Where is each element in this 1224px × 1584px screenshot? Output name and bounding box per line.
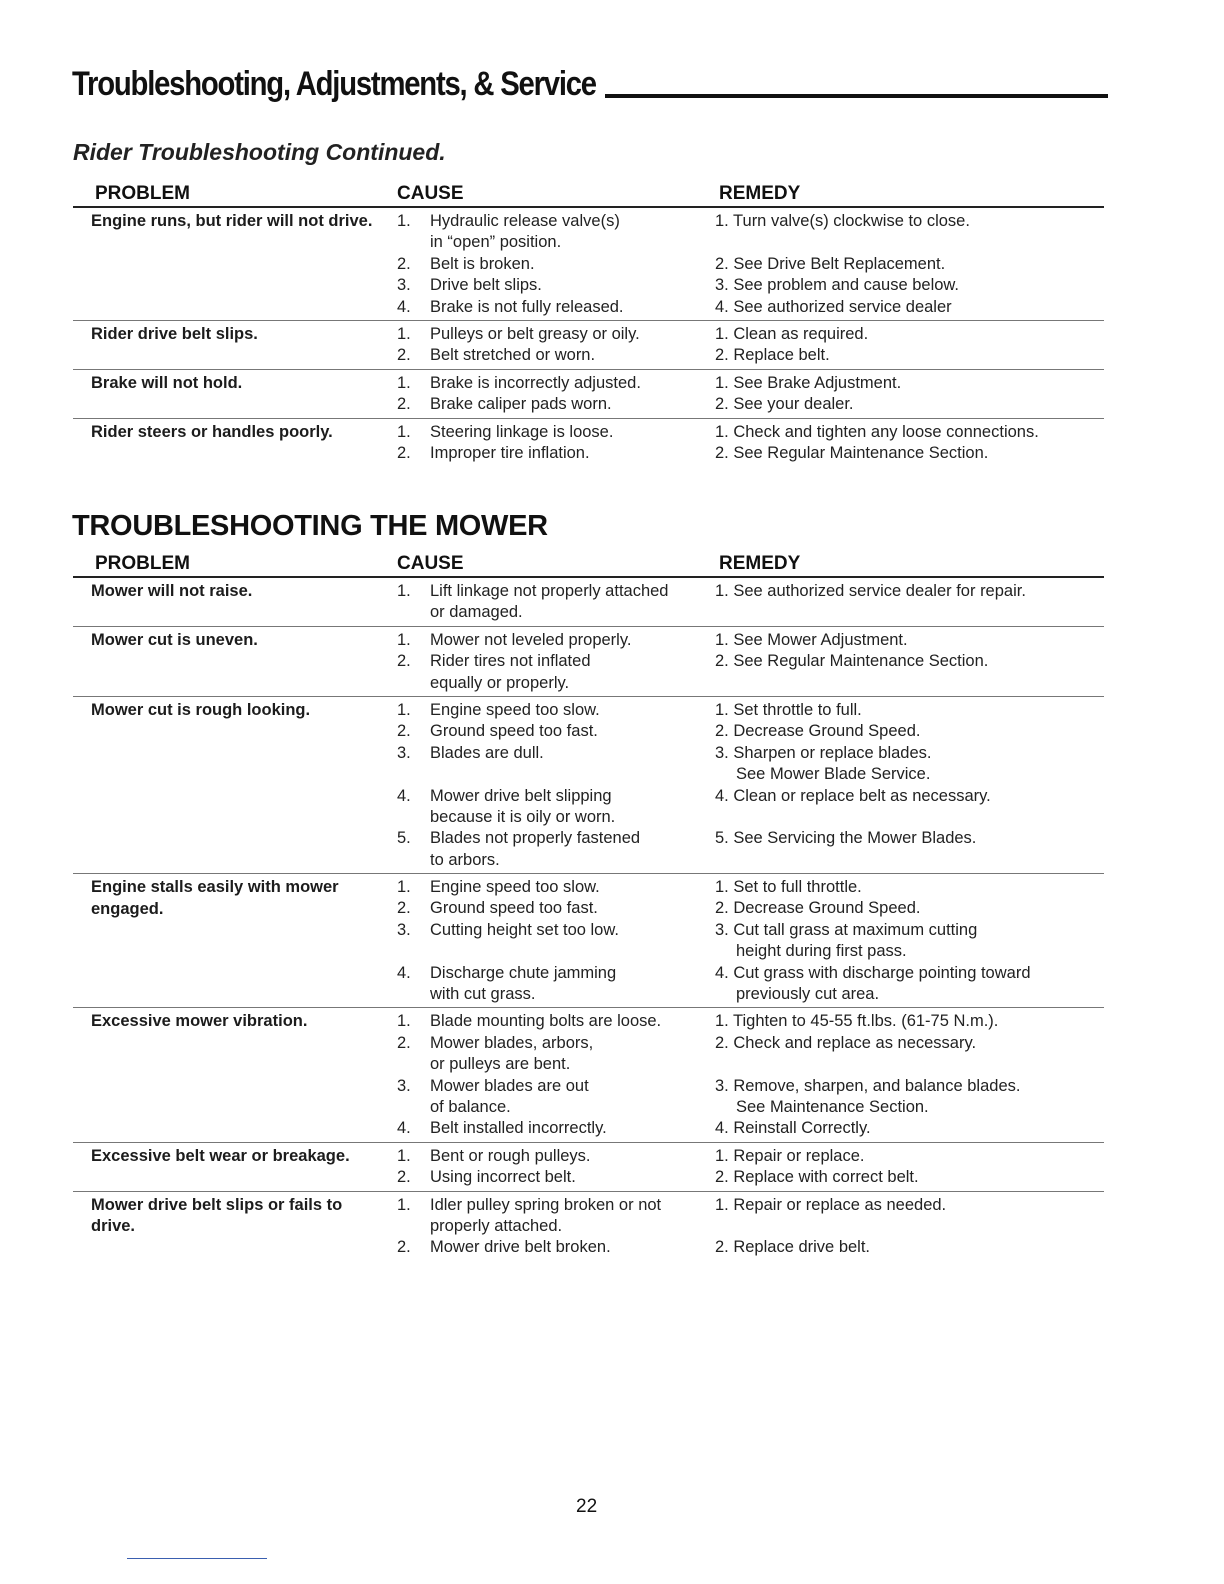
cause-text: Mower blades, arbors, (430, 1033, 594, 1052)
cause-remedy-line (73, 673, 1104, 694)
remedy-text: 2. Replace with correct belt. (715, 1168, 919, 1187)
cause-text: Belt is broken. (430, 254, 535, 273)
remedy-text: 1. Turn valve(s) clockwise to close. (715, 212, 970, 230)
remedy-text: 2. See Regular Maintenance Section. (715, 443, 989, 462)
cause-remedy-line (73, 254, 1104, 275)
cause-number: 3. (397, 1076, 411, 1095)
cause-text: Discharge chute jamming (430, 963, 617, 982)
problem-cell: Mower cut is uneven. (91, 630, 258, 649)
column-header-cause: CAUSE (397, 553, 464, 574)
remedy-text: 3. Cut tall grass at maximum cutting (715, 920, 978, 939)
remedy-text: 3. Remove, sharpen, and balance blades. (715, 1076, 1021, 1095)
remedy-text: See Maintenance Section. (736, 1097, 929, 1116)
cause-remedy-line (73, 581, 1104, 602)
cause-remedy-line (73, 422, 1104, 443)
remedy-text: height during first pass. (736, 942, 907, 961)
cause-remedy-line (73, 984, 1104, 1005)
cause-number: 4. (397, 786, 411, 805)
mower-section-title: TROUBLESHOOTING THE MOWER (72, 510, 548, 542)
page-number: 22 (576, 1496, 598, 1517)
table-row (73, 1008, 1104, 1142)
cause-text: Blades are dull. (430, 743, 544, 762)
remedy-text: 2. Check and replace as necessary. (715, 1033, 977, 1052)
table-row (73, 874, 1104, 1008)
cause-number: 2. (397, 254, 411, 273)
cause-remedy-line (73, 345, 1104, 366)
cause-text: of balance. (430, 1097, 511, 1116)
cause-remedy-line (73, 743, 1104, 764)
cause-number: 1. (397, 630, 411, 649)
remedy-text: 3. See problem and cause below. (715, 276, 959, 295)
cause-text: Hydraulic release valve(s) (430, 212, 620, 230)
problem-cell: Mower cut is rough looking. (91, 700, 311, 719)
cause-text: Engine speed too slow. (430, 700, 600, 719)
cause-remedy-line (73, 963, 1104, 984)
problem-cell: Mower will not raise. (91, 582, 253, 600)
remedy-text: 1. Tighten to 45-55 ft.lbs. (61-75 N.m.). (715, 1012, 999, 1031)
remedy-text: 1. Repair or replace. (715, 1146, 865, 1165)
cause-number: 2. (397, 346, 411, 365)
cause-text: Blade mounting bolts are loose. (430, 1012, 662, 1031)
cause-remedy-line (73, 211, 1104, 232)
problem-cell: Rider steers or handles poorly. (91, 422, 333, 441)
cause-number: 1. (397, 582, 411, 600)
cause-remedy-line (73, 232, 1104, 253)
table-row (73, 1192, 1104, 1261)
cause-remedy-line (73, 1237, 1104, 1258)
cause-number: 1. (397, 1195, 411, 1214)
column-header-problem: PROBLEM (95, 553, 190, 574)
cause-number: 2. (397, 1168, 411, 1187)
cause-remedy-line (73, 443, 1104, 464)
cause-number: 1. (397, 212, 411, 230)
cause-number: 2. (397, 443, 411, 462)
cause-text: equally or properly. (430, 673, 570, 692)
cause-remedy-line (73, 850, 1104, 871)
remedy-text: 4. See authorized service dealer (715, 297, 952, 316)
table-row (73, 321, 1104, 370)
cause-text: Lift linkage not properly attached (430, 582, 669, 600)
column-header-problem: PROBLEM (95, 183, 190, 204)
remedy-text: previously cut area. (736, 985, 880, 1004)
remedy-text: 2. See Drive Belt Replacement. (715, 254, 946, 273)
cause-text: Improper tire inflation. (430, 443, 590, 462)
cause-text: Bent or rough pulleys. (430, 1146, 591, 1165)
remedy-text: 1. See Brake Adjustment. (715, 373, 902, 392)
cause-remedy-line (73, 630, 1104, 651)
cause-remedy-line (73, 1195, 1104, 1216)
cause-number: 1. (397, 422, 411, 441)
cause-number: 3. (397, 743, 411, 762)
cause-text: Mower not leveled properly. (430, 630, 632, 649)
remedy-text: 2. See your dealer. (715, 395, 854, 414)
cause-text: Idler pulley spring broken or not (430, 1195, 662, 1214)
rider-section-subtitle: Rider Troubleshooting Continued. (73, 139, 446, 165)
cause-number: 1. (397, 373, 411, 392)
cause-text: with cut grass. (430, 985, 536, 1004)
cause-number: 1. (397, 1012, 411, 1031)
problem-cell: Mower drive belt slips or fails to drive. (91, 1195, 343, 1236)
cause-number: 4. (397, 297, 411, 316)
table-row (73, 578, 1104, 627)
remedy-text: 2. Replace belt. (715, 346, 830, 365)
remedy-text: 1. Set to full throttle. (715, 878, 862, 897)
remedy-text: 1. Clean as required. (715, 324, 869, 343)
cause-text: Mower blades are out (430, 1076, 589, 1095)
cause-text: or damaged. (430, 603, 523, 622)
cause-remedy-line (73, 373, 1104, 394)
cause-text: Steering linkage is loose. (430, 422, 614, 441)
column-header-cause: CAUSE (397, 183, 464, 204)
mower-troubleshooting-table (73, 553, 1104, 1261)
cause-text: Brake caliper pads worn. (430, 395, 612, 414)
cause-remedy-line (73, 275, 1104, 296)
cause-text: properly attached. (430, 1216, 563, 1235)
cause-text: Drive belt slips. (430, 276, 542, 295)
remedy-text: 5. See Servicing the Mower Blades. (715, 829, 977, 848)
cause-text: Mower drive belt broken. (430, 1238, 611, 1257)
table-header (73, 183, 1104, 208)
cause-text: Belt installed incorrectly. (430, 1119, 607, 1138)
cause-remedy-line (73, 807, 1104, 828)
table-row (73, 208, 1104, 321)
cause-remedy-line (73, 941, 1104, 962)
cause-remedy-line (73, 786, 1104, 807)
cause-remedy-line (73, 651, 1104, 672)
rider-troubleshooting-table (73, 183, 1104, 466)
remedy-text: 2. Decrease Ground Speed. (715, 899, 921, 918)
cause-remedy-line (73, 394, 1104, 415)
problem-cell: Excessive belt wear or breakage. (91, 1146, 350, 1165)
table-row (73, 697, 1104, 874)
remedy-text: 1. Check and tighten any loose connections. (715, 422, 1039, 441)
cause-text: to arbors. (430, 850, 500, 869)
cause-text: in “open” position. (430, 233, 562, 252)
remedy-text: 2. See Regular Maintenance Section. (715, 652, 989, 671)
cause-number: 2. (397, 722, 411, 741)
cause-text: Brake is incorrectly adjusted. (430, 373, 641, 392)
cause-number: 2. (397, 1238, 411, 1257)
cause-text: Blades not properly fastened (430, 829, 641, 848)
page-title: Troubleshooting, Adjustments, & Service (72, 65, 596, 103)
remedy-text: 4. Reinstall Correctly. (715, 1119, 871, 1138)
cause-remedy-line (73, 1054, 1104, 1075)
cause-remedy-line (73, 877, 1104, 898)
table-row (73, 627, 1104, 697)
problem-cell: Rider drive belt slips. (91, 324, 258, 343)
cause-remedy-line (73, 1167, 1104, 1188)
cause-remedy-line (73, 297, 1104, 318)
cause-remedy-line (73, 1076, 1104, 1097)
problem-cell: Engine stalls easily with mower engaged. (91, 878, 339, 918)
cause-number: 4. (397, 963, 411, 982)
cause-text: Ground speed too fast. (430, 899, 598, 918)
page-header (72, 62, 1108, 102)
cause-text: Pulleys or belt greasy or oily. (430, 324, 640, 343)
problem-cell: Brake will not hold. (91, 373, 243, 392)
cause-number: 2. (397, 1033, 411, 1052)
remedy-text: 2. Decrease Ground Speed. (715, 722, 921, 741)
remedy-text: 1. Repair or replace as needed. (715, 1195, 947, 1214)
remedy-text: See Mower Blade Service. (736, 765, 931, 784)
header-rule (605, 94, 1108, 98)
cause-remedy-line (73, 1097, 1104, 1118)
cause-text: Mower drive belt slipping (430, 786, 612, 805)
cause-number: 3. (397, 276, 411, 295)
cause-number: 1. (397, 878, 411, 897)
remedy-text: 2. Replace drive belt. (715, 1238, 871, 1257)
column-header-remedy: REMEDY (719, 183, 801, 204)
cause-text: Engine speed too slow. (430, 878, 600, 897)
table-row (73, 370, 1104, 419)
cause-remedy-line (73, 920, 1104, 941)
cause-number: 2. (397, 395, 411, 414)
remedy-text: 1. See Mower Adjustment. (715, 630, 908, 649)
remedy-text: 4. Cut grass with discharge pointing toward (715, 963, 1031, 982)
problem-cell: Excessive mower vibration. (91, 1012, 308, 1031)
table-header (73, 553, 1104, 578)
cause-remedy-line (73, 700, 1104, 721)
remedy-text: 4. Clean or replace belt as necessary. (715, 786, 991, 805)
cause-remedy-line (73, 1216, 1104, 1237)
cause-text: Rider tires not inflated (430, 652, 591, 671)
remedy-text: 3. Sharpen or replace blades. (715, 743, 932, 762)
remedy-text: 1. Set throttle to full. (715, 700, 862, 719)
footer-rule (127, 1558, 267, 1559)
remedy-text: 1. See authorized service dealer for repair. (715, 582, 1026, 600)
problem-cell: Engine runs, but rider will not drive. (91, 212, 373, 230)
cause-number: 1. (397, 1146, 411, 1165)
cause-remedy-line (73, 764, 1104, 785)
cause-text: Ground speed too fast. (430, 722, 598, 741)
cause-text: Using incorrect belt. (430, 1168, 576, 1187)
column-header-remedy: REMEDY (719, 553, 801, 574)
cause-number: 1. (397, 324, 411, 343)
cause-remedy-line (73, 828, 1104, 849)
cause-number: 4. (397, 1119, 411, 1138)
cause-number: 2. (397, 652, 411, 671)
cause-text: Belt stretched or worn. (430, 346, 596, 365)
cause-text: Cutting height set too low. (430, 920, 619, 939)
cause-remedy-line (73, 1033, 1104, 1054)
cause-remedy-line (73, 602, 1104, 623)
cause-number: 5. (397, 829, 411, 848)
cause-remedy-line (73, 1118, 1104, 1139)
cause-text: because it is oily or worn. (430, 807, 616, 826)
cause-text: Brake is not fully released. (430, 297, 624, 316)
table-row (73, 1143, 1104, 1192)
cause-number: 3. (397, 920, 411, 939)
cause-number: 1. (397, 700, 411, 719)
cause-number: 2. (397, 899, 411, 918)
cause-remedy-line (73, 324, 1104, 345)
cause-remedy-line (73, 898, 1104, 919)
cause-remedy-line (73, 1146, 1104, 1167)
cause-remedy-line (73, 1011, 1104, 1032)
table-row (73, 419, 1104, 467)
cause-text: or pulleys are bent. (430, 1055, 571, 1074)
cause-remedy-line (73, 721, 1104, 742)
